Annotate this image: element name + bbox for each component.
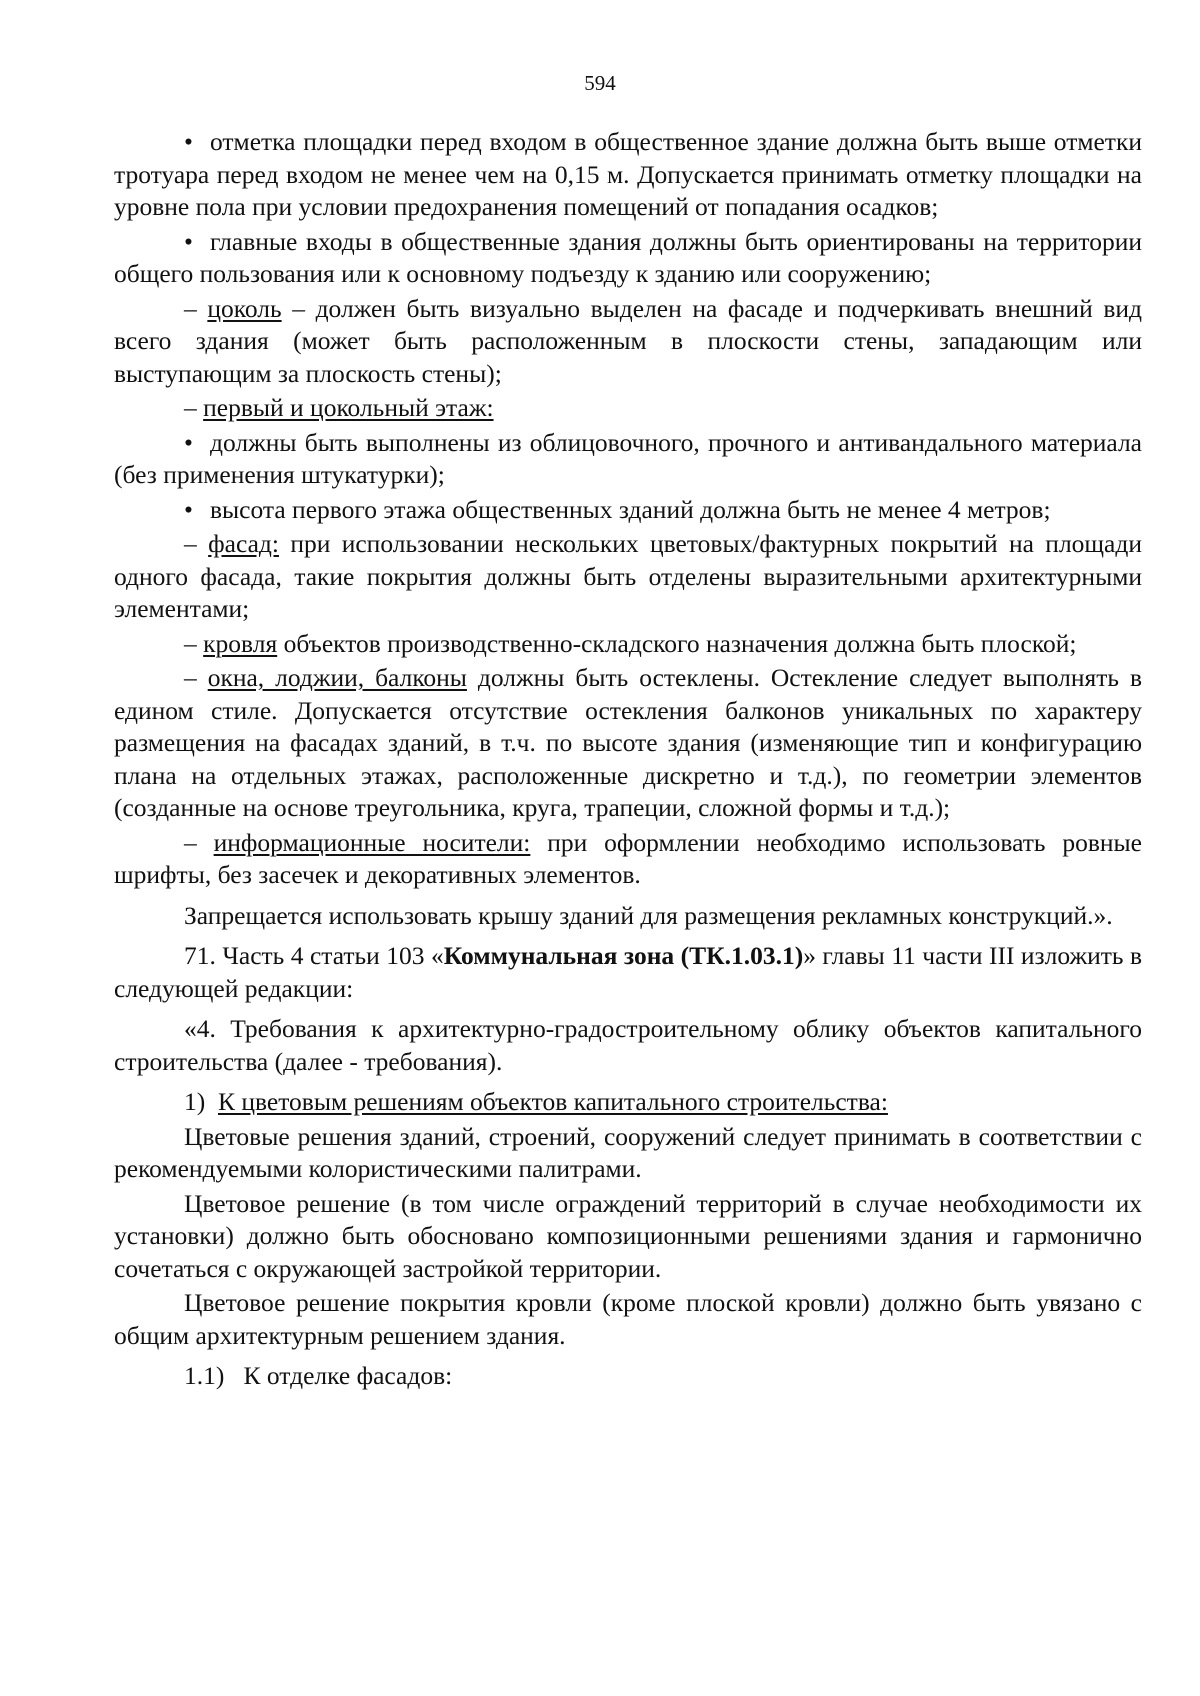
paragraph [114,392,1142,425]
paragraph [114,293,1142,391]
paragraph-text: при использовании нескольких цветовых/фактурных покрытий на площади одного фасада, такие покрытия должны быть отделены выразительными архитектурными элементами; [114,529,1142,623]
dash: – [184,663,197,692]
dash: – [184,529,197,558]
paragraph-text: главные входы в общественные здания должны быть ориентированы на территории общего пользования или к основному подъезду к зданию или сооружению; [114,226,1142,288]
paragraph [114,427,1142,492]
paragraph [114,827,1142,892]
paragraph-text: объектов производственно-складского назначения должна быть плоской; [277,628,1077,658]
paragraph-text: Цветовые решения зданий, строений, сооружений следует принимать в соответствии с рекомендуемыми колористическими палитрами. [114,1121,1142,1183]
paragraph [114,494,1142,527]
dash: – [184,827,197,857]
underlined-heading: К цветовым решениям объектов капитального строительства: [218,1087,888,1116]
paragraph-text: » главы 11 части III изложить в следующей редакции: [114,941,1142,1003]
paragraph [114,1121,1142,1186]
underlined-term: информационные носители: [213,827,531,857]
item-number: 1.1) [184,1361,225,1390]
bold-zone-name: Коммунальная зона (ТК.1.03.1) [443,941,804,970]
paragraph [114,940,1142,1005]
paragraph [114,628,1142,661]
paragraph-text: отметка площадки перед входом в общественное здание должна быть выше отметки тротуара перед входом не менее чем на 0,15 м. Допускается принимать отметку площадки на уровне пола при условии предохранения помещений от попадания осадков; [114,127,1142,221]
paragraph [114,1188,1142,1286]
paragraph-text: – должен быть визуально выделен на фасаде и подчеркивать внешний вид всего здания (может быть расположенным в плоскости стены, западающим или выступающим за плоскость стены); [114,293,1142,388]
paragraph [114,1287,1142,1352]
paragraph-text: должны быть остеклены. Остекление следует выполнять в едином стиле. Допускается отсутствие остекления балконов уникальных по характеру размещения на фасадах зданий, в т.ч. по высоте здания (изменяющие тип и конфигурацию плана на отдельных этажах, расположенные дискретно и т.д.), по геометрии элементов (созданные на основе треугольника, круга, трапеции, сложной формы и т.д.); [114,663,1142,822]
paragraph [114,226,1142,291]
paragraph-text: высота первого этажа общественных зданий должна быть не менее 4 метров; [210,494,1051,524]
paragraph [114,1086,1142,1119]
dash: – [184,293,197,323]
paragraph-text: «4. Требования к архитектурно-градостроительному облику объектов капитального строительства (далее - требования). [114,1014,1142,1076]
underlined-term: цоколь [207,293,282,323]
paragraph [114,900,1142,933]
bullet: • [184,427,193,457]
paragraph-text: Цветовое решение (в том числе ограждений территорий в случае необходимости их установки) должно быть обосновано композиционными решениями здания и гармонично сочетаться с окружающей застройкой территории. [114,1188,1142,1283]
paragraph [114,662,1142,825]
dash: – [184,393,197,422]
document-body [114,126,1142,1395]
paragraph-text: при оформлении необходимо использовать ровные шрифты, без засечек и декоративных элементов. [114,827,1142,889]
paragraph-text: должны быть выполнены из облицовочного, прочного и антивандального материала (без применения штукатурки); [114,427,1142,489]
underlined-term: первый и цокольный этаж: [203,393,494,422]
paragraph-text: К отделке фасадов: [243,1361,453,1390]
paragraph [114,126,1142,224]
paragraph [114,1013,1142,1078]
dash: – [184,628,197,658]
underlined-term: кровля [203,628,278,658]
paragraph [114,1360,1142,1393]
bullet: • [184,226,193,256]
paragraph-text: 71. Часть 4 статьи 103 « [184,941,444,970]
bullet: • [184,127,193,156]
bullet: • [184,494,193,524]
paragraph-text: Цветовое решение покрытия кровли (кроме плоской кровли) должно быть увязано с общим архитектурным решением здания. [114,1288,1142,1350]
page-number: 594 [584,71,616,95]
underlined-term: окна, лоджии, балконы [207,663,467,692]
underlined-term: фасад: [208,529,279,558]
paragraph-text: Запрещается использовать крышу зданий для размещения рекламных конструкций.». [184,900,1113,930]
item-number: 1) [184,1087,206,1116]
paragraph [114,528,1142,626]
